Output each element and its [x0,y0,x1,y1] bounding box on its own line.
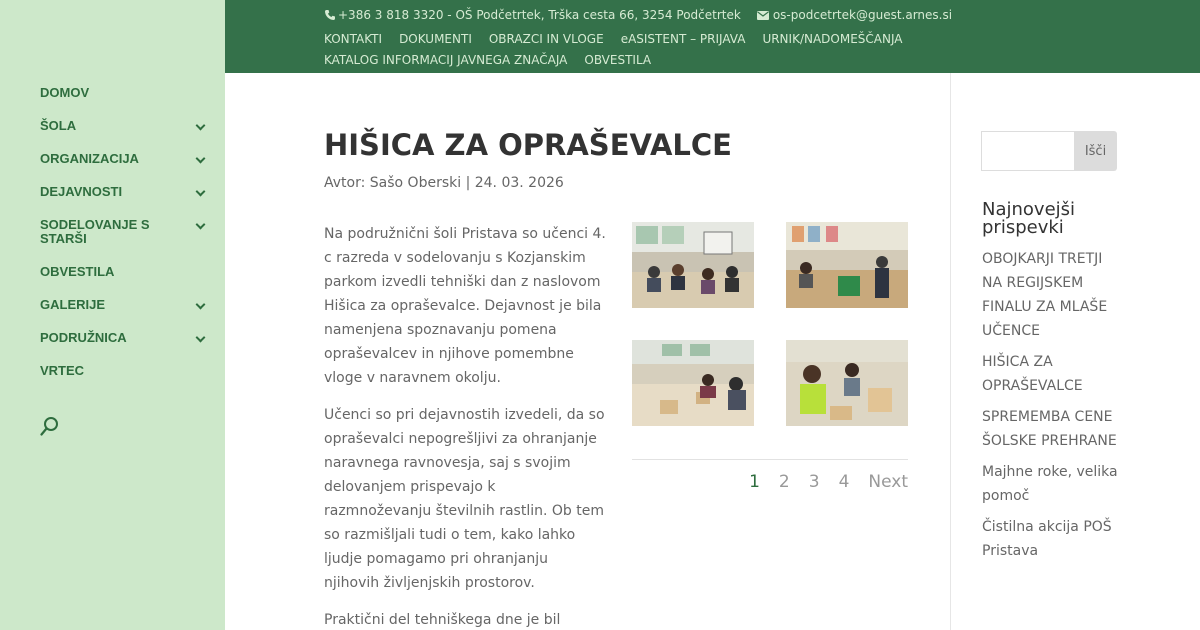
main-nav [40,86,210,397]
nav-item-label: DOMOV [40,85,90,100]
page-link-4[interactable]: 4 [838,472,850,492]
phone-item[interactable] [324,8,741,22]
gallery-thumbnail[interactable] [786,222,908,308]
recent-post-link[interactable]: OBOJKARJI TRETJI NA REGIJSKEM FINALU ZA MLAŠE UČENCE [982,251,1108,339]
email-item[interactable] [757,8,952,22]
recent-post-link[interactable]: SPREMEMBA CENE ŠOLSKE PREHRANE [982,409,1117,449]
email-text: os-podcetrtek@guest.arnes.si [772,8,953,22]
nav-item-podruznica[interactable] [40,331,210,345]
nav-item-sola[interactable] [40,119,210,133]
nav-item-label: OBVESTILA [40,264,115,279]
top-menu-easistent[interactable]: eASISTENT – PRIJAVA [620,32,746,46]
search-input[interactable] [981,131,1074,171]
envelope-icon [757,11,769,20]
top-bar [225,0,1200,73]
next-page-link[interactable]: Next [868,472,908,492]
top-menu-obvestila[interactable]: OBVESTILA [584,53,652,67]
page-link-2[interactable]: 2 [778,472,790,492]
recent-posts-list [982,247,1122,570]
chevron-down-icon[interactable] [196,154,206,164]
nav-item-obvestila[interactable] [40,265,210,279]
gallery-thumbnail[interactable] [632,340,754,426]
recent-post-link[interactable]: Majhne roke, velika pomoč [982,464,1118,504]
chevron-down-icon[interactable] [196,187,206,197]
recent-post-link[interactable]: HIŠICA ZA OPRAŠEVALCE [982,354,1083,394]
nav-item-vrtec[interactable] [40,364,210,378]
search-icon[interactable] [40,416,60,438]
gallery-thumbnail[interactable] [632,222,754,308]
phone-text: +386 3 818 3320 - OŠ Podčetrtek, Trška cesta 66, 3254 Podčetrtek [338,8,741,22]
nav-item-label: ORGANIZACIJA [40,151,139,166]
nav-item-organizacija[interactable] [40,152,210,166]
post-meta: Avtor: Sašo Oberski | 24. 03. 2026 [324,175,564,191]
post-paragraph: Na podružnični šoli Pristava so učenci 4. c razreda v sodelovanju s Kozjanskim parkom izvedli tehniški dan z naslovom Hišica za opraševalce. Dejavnost je bila namenjena spoznavanju pomena opraševalcev in njihove pomembne vloge v naravnem okolju. [324,226,606,386]
gallery-pagination [749,472,908,492]
pagination-divider [632,459,908,460]
recent-posts-title: Najnovejši prispevki [982,199,1076,238]
search-button[interactable]: Išči [1074,131,1117,171]
nav-item-label: ŠOLA [40,118,77,133]
nav-item-label: PODRUŽNICA [40,330,127,345]
nav-item-label: SODELOVANJE S STARŠI [40,217,150,246]
chevron-down-icon[interactable] [196,333,206,343]
left-sidebar [0,0,225,630]
top-menu-katalog[interactable]: KATALOG INFORMACIJ JAVNEGA ZNAČAJA [324,53,568,67]
page-link-3[interactable]: 3 [808,472,820,492]
image-gallery [632,222,908,427]
nav-item-label: VRTEC [40,363,85,378]
phone-icon [324,9,336,21]
page-link-1[interactable]: 1 [749,472,760,492]
nav-item-galerije[interactable] [40,298,210,312]
nav-item-dejavnosti[interactable] [40,185,210,199]
top-menu [324,29,944,71]
nav-item-label: GALERIJE [40,297,106,312]
top-menu-obrazci[interactable]: OBRAZCI IN VLOGE [488,32,604,46]
nav-item-sodelovanje[interactable] [40,218,210,246]
post-paragraph: Učenci so pri dejavnostih izvedeli, da so opraševalci nepogrešljivi za ohranjanje naravnega ravnovesja, saj s svojim delovanjem prispevajo k razmnoževanju številnih rastlin. Ob tem so razmišljali tudi o tem, kako lahko ljudje pomagamo pri ohranjanju njihovih življenjskih prostorov. [324,407,605,591]
post-paragraph: Praktični del tehniškega dne je bil [324,612,561,628]
sidebar-divider [950,73,951,630]
nav-item-label: DEJAVNOSTI [40,184,123,199]
top-menu-kontakti[interactable]: KONTAKTI [324,32,383,46]
recent-post-link[interactable]: Čistilna akcija POŠ Pristava [982,519,1112,559]
chevron-down-icon[interactable] [196,121,206,131]
post-title: HIŠICA ZA OPRAŠEVALCE [324,128,732,162]
contact-info [324,8,952,22]
nav-item-domov[interactable] [40,86,210,100]
chevron-down-icon[interactable] [196,300,206,310]
top-menu-dokumenti[interactable]: DOKUMENTI [399,32,472,46]
chevron-down-icon[interactable] [196,220,206,230]
gallery-thumbnail[interactable] [786,340,908,426]
post-content [324,222,606,630]
top-menu-urnik[interactable]: URNIK/NADOMEŠČANJA [762,32,903,46]
